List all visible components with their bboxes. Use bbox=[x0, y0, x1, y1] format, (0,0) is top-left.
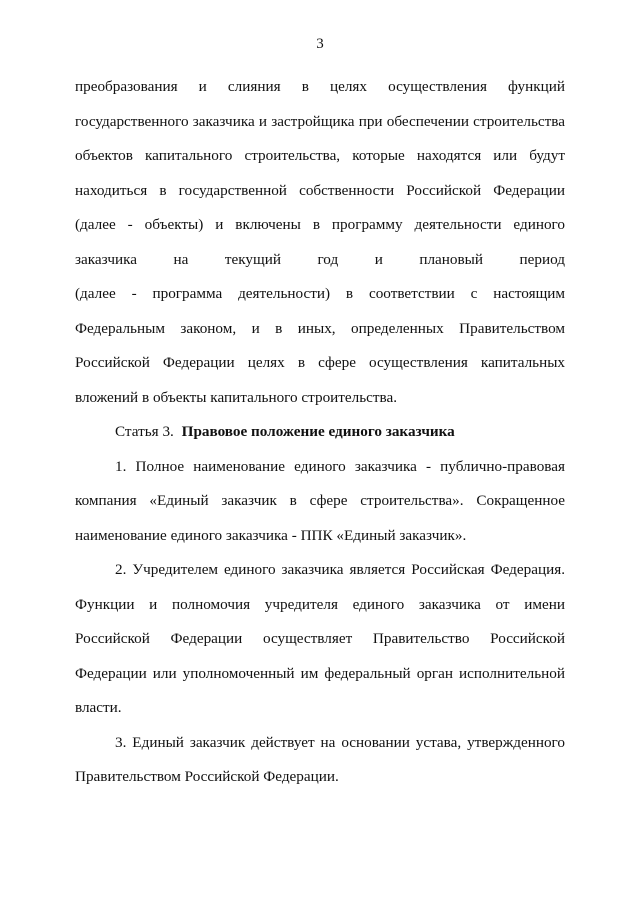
text-line: заказчика на текущий год и плановый период bbox=[75, 250, 565, 268]
text-line: власти. bbox=[75, 699, 122, 716]
article-title: Правовое положение единого заказчика bbox=[181, 423, 455, 440]
text-line: объектов капитального строительства, которые находятся или будут bbox=[75, 147, 565, 164]
document-body bbox=[75, 70, 565, 795]
text-line: 1. Полное наименование единого заказчика - публично-правовая bbox=[115, 457, 565, 475]
article-heading bbox=[75, 415, 565, 450]
text-line: вложений в объекты капитального строительства. bbox=[75, 388, 398, 406]
text-line: 2. Учредителем единого заказчика является Российская Федерация. bbox=[115, 561, 565, 578]
page-number: 3 bbox=[316, 36, 324, 52]
text-line: 3. Единый заказчик действует на основании устава, утвержденного bbox=[115, 733, 565, 751]
text-line: Федеральным законом, и в иных, определенных Правительством bbox=[75, 319, 565, 337]
text-line: компания «Единый заказчик в сфере строительства». Сокращенное bbox=[75, 492, 565, 509]
text-line: наименование единого заказчика - ППК «Единый заказчик». bbox=[75, 526, 467, 544]
text-line: Правительством Российской Федерации. bbox=[75, 768, 339, 785]
text-line: Федерации или уполномоченный им федеральный орган исполнительной bbox=[75, 664, 565, 682]
text-line: Функции и полномочия учредителя единого заказчика от имени bbox=[75, 595, 565, 613]
text-line: государственного заказчика и застройщика при обеспечении строительства bbox=[75, 112, 565, 130]
paragraph-3-charter bbox=[75, 726, 565, 795]
text-line: (далее - объекты) и включены в программу деятельности единого bbox=[75, 216, 565, 233]
text-line: Российской Федерации целях в сфере осуществления капитальных bbox=[75, 354, 565, 371]
text-line: (далее - программа деятельности) в соответствии с настоящим bbox=[75, 285, 565, 302]
paragraph-2-founder bbox=[75, 553, 565, 726]
text-line: преобразования и слияния в целях осуществления функций bbox=[75, 78, 565, 95]
text-line: находиться в государственной собственности Российской Федерации bbox=[75, 181, 565, 199]
article-label: Статья 3. bbox=[115, 423, 174, 440]
paragraph-1-name bbox=[75, 450, 565, 554]
text-line: Российской Федерации осуществляет Правительство Российской bbox=[75, 630, 565, 647]
paragraph-continuation bbox=[75, 70, 565, 415]
